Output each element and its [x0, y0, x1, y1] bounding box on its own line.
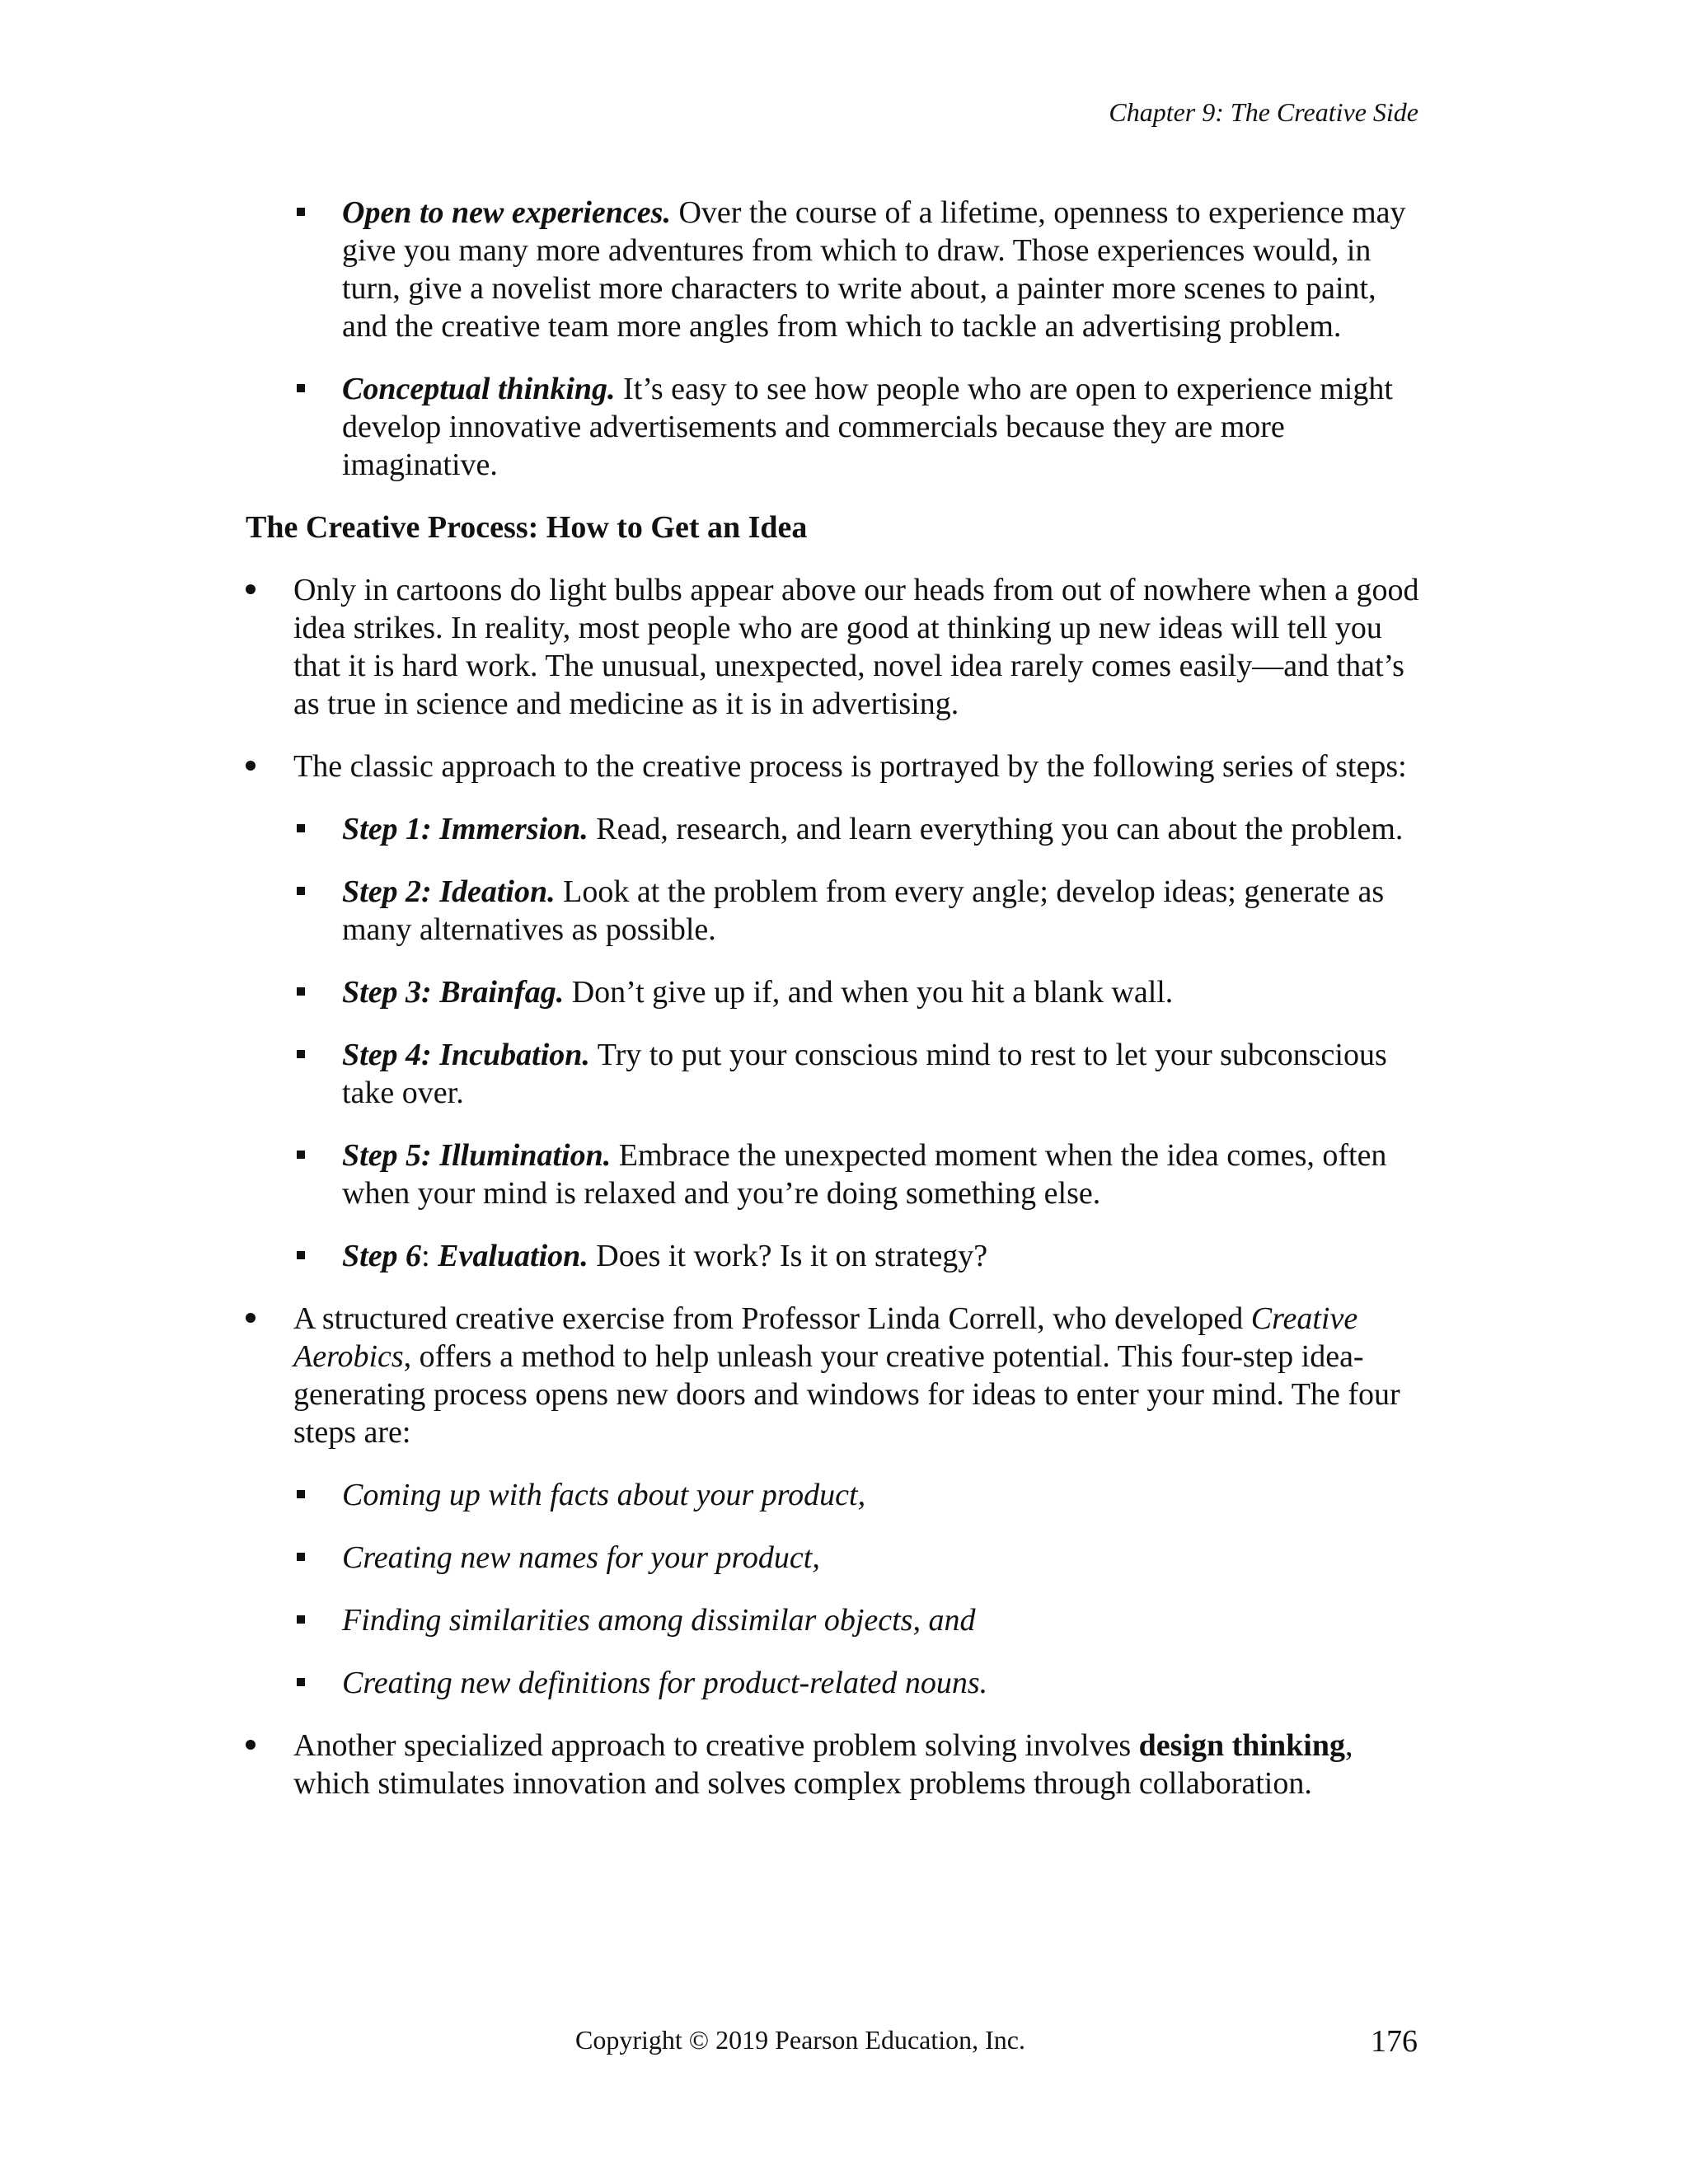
- square-bullet-icon: [297, 208, 305, 216]
- bullet-item: [246, 748, 1426, 1275]
- item-text: It’s easy to see how people who are open to experience might develop innovative advertisements and commercials because they are more imaginative.: [342, 372, 1393, 482]
- square-bullet-icon: [297, 1251, 305, 1259]
- item-lead: Evaluation.: [429, 1239, 588, 1273]
- square-bullet-icon: [297, 1615, 305, 1624]
- item-text: Read, research, and learn everything you can about the problem.: [588, 812, 1404, 846]
- square-bullet-icon: [297, 1050, 305, 1058]
- idea-steps-list: [246, 1476, 1426, 1702]
- square-bullet-icon: [297, 824, 305, 832]
- bullet-item: [246, 571, 1426, 723]
- item-text: Look at the problem from every angle; develop ideas; generate as many alternatives as possible.: [342, 874, 1385, 947]
- bullet-item: [246, 1727, 1426, 1802]
- round-bullet-icon: [246, 1740, 256, 1750]
- item-text: Coming up with facts about your product,: [342, 1478, 866, 1512]
- round-bullet-icon: [246, 584, 256, 594]
- square-bullet-icon: [297, 987, 305, 996]
- page-footer: [0, 2023, 1688, 2064]
- item-text: Does it work? Is it on strategy?: [588, 1239, 988, 1273]
- item-text: Try to put your conscious mind to rest to let your subconscious take over.: [342, 1038, 1387, 1110]
- bullet-text: , offers a method to help unleash your creative potential. This four-step idea-generating process opens new doors and windows for ideas to enter your mind. The four steps are:: [293, 1339, 1400, 1450]
- list-item: [246, 194, 1426, 345]
- item-lead: Step 6: [342, 1239, 422, 1273]
- square-bullet-icon: [297, 1553, 305, 1561]
- bullet-text: A structured creative exercise from Professor Linda Correll, who developed: [293, 1301, 1251, 1336]
- square-bullet-icon: [297, 1490, 305, 1498]
- section-heading: The Creative Process: How to Get an Idea: [246, 510, 808, 545]
- item-lead: Conceptual thinking.: [342, 372, 616, 406]
- round-bullet-icon: [246, 1313, 256, 1323]
- item-text: Creating new names for your product,: [342, 1540, 820, 1575]
- item-text: Finding similarities among dissimilar objects, and: [342, 1603, 976, 1638]
- key-term: design thinking: [1138, 1728, 1345, 1763]
- square-bullet-icon: [297, 1151, 305, 1159]
- round-bullet-icon: [246, 761, 256, 771]
- bullet-text: Another specialized approach to creative problem solving involves: [293, 1728, 1139, 1763]
- bullet-item: [246, 1300, 1426, 1702]
- item-lead: Step 2: Ideation.: [342, 874, 556, 909]
- list-item: [246, 1476, 1426, 1514]
- list-item: [246, 1664, 1426, 1702]
- list-item: [246, 873, 1426, 949]
- item-text: Don’t give up if, and when you hit a blank wall.: [564, 975, 1174, 1010]
- main-bullet-list: [246, 571, 1426, 1802]
- list-item: [246, 1601, 1426, 1639]
- item-text: Over the course of a lifetime, openness to experience may give you many more adventures from which to draw. Those experiences would, in turn, give a novelist more characters to write about, a painter more scenes to paint, and the creative team more angles from which to tackle an advertising problem.: [342, 195, 1406, 344]
- bullet-text: , which stimulates innovation and solves complex problems through collaboration.: [293, 1728, 1353, 1801]
- square-bullet-icon: [297, 1678, 305, 1686]
- list-item: [246, 1137, 1426, 1212]
- page-content: [246, 194, 1426, 1827]
- running-head: Chapter 9: The Creative Side: [1109, 97, 1418, 127]
- item-lead: Step 1: Immersion.: [342, 812, 588, 846]
- copyright-notice: Copyright © 2019 Pearson Education, Inc.: [575, 2025, 1025, 2055]
- item-lead: Open to new experiences.: [342, 195, 671, 230]
- book-title: Creative Aerobics: [293, 1301, 1358, 1374]
- list-item: [246, 810, 1426, 848]
- list-item: [246, 1539, 1426, 1577]
- item-lead: Step 4: Incubation.: [342, 1038, 590, 1072]
- item-lead: Step 3: Brainfag.: [342, 975, 565, 1010]
- creative-steps-list: [246, 810, 1426, 1275]
- bullet-text: Only in cartoons do light bulbs appear above our heads from out of nowhere when a good idea strikes. In reality, most people who are good at thinking up new ideas will tell you that it is hard work. The unusual, unexpected, novel idea rarely comes easily—and that’s as true in science and medicine as it is in advertising.: [293, 573, 1419, 721]
- item-text: Embrace the unexpected moment when the idea comes, often when your mind is relaxed and you’re doing something else.: [342, 1138, 1387, 1211]
- square-bullet-icon: [297, 384, 305, 392]
- item-lead: Step 5: Illumination.: [342, 1138, 612, 1173]
- bullet-text: The classic approach to the creative process is portrayed by the following series of steps:: [293, 749, 1407, 784]
- trait-list: [246, 194, 1426, 484]
- list-item: [246, 973, 1426, 1011]
- page-number: 176: [1371, 2024, 1418, 2059]
- list-item: [246, 1036, 1426, 1112]
- item-text: Creating new definitions for product-related nouns.: [342, 1666, 988, 1700]
- list-item: [246, 1237, 1426, 1275]
- item-separator: :: [421, 1239, 430, 1273]
- list-item: [246, 370, 1426, 484]
- square-bullet-icon: [297, 887, 305, 895]
